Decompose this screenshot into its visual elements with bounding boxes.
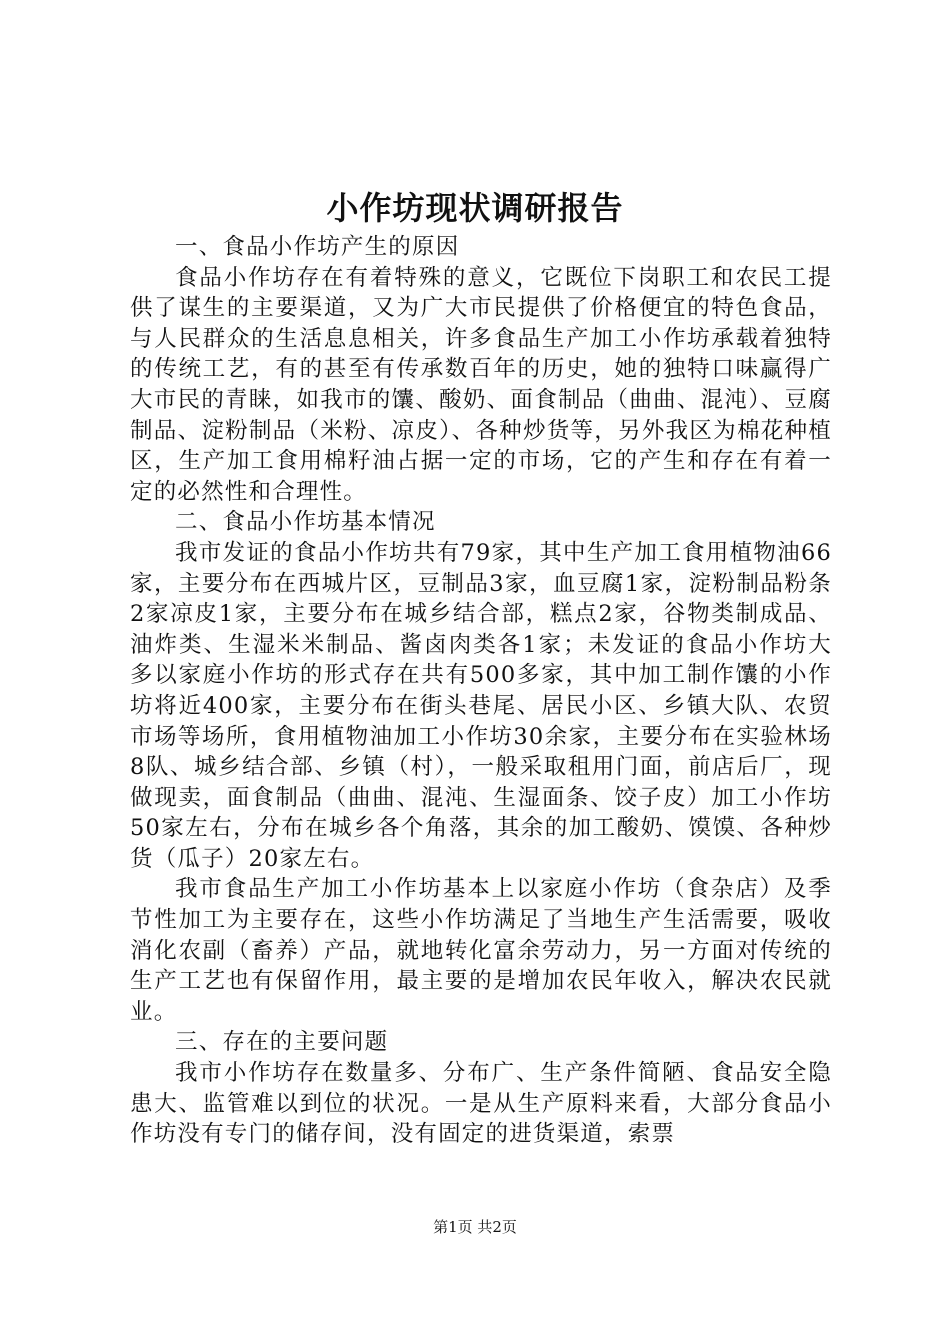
body-paragraph: 我市食品生产加工小作坊基本上以家庭小作坊（食杂店）及季节性加工为主要存在，这些小作坊满足了当地生产生活需要，吸收消化农副（畜养）产品，就地转化富余劳动力，另一方面对传统的生产工艺也有保留作用，最主要的是增加农民年收入，解决农民就业。 — [130, 876, 832, 1025]
document-body — [130, 232, 832, 1150]
body-paragraph: 我市发证的食品小作坊共有79家，其中生产加工食用植物油66家，主要分布在西城片区，豆制品3家，血豆腐1家，淀粉制品粉条2家凉皮1家，主要分布在城乡结合部，糕点2家，谷物类制成品、油炸类、生湿米米制品、酱卤肉类各1家；未发证的食品小作坊大多以家庭小作坊的形式存在共有500多家，其中加工制作馕的小作坊将近400家，主要分布在街头巷尾、居民小区、乡镇大队、农贸市场等场所，食用植物油加工小作坊30余家，主要分布在实验林场8队、城乡结合部、乡镇（村），一般采取租用门面，前店后厂，现做现卖，面食制品（曲曲、混沌、生湿面条、饺子皮）加工小作坊50家左右，分布在城乡各个角落，其余的加工酸奶、馍馍、各种炒货（瓜子）20家左右。 — [130, 539, 832, 872]
page-footer: 第1页 共2页 — [433, 1218, 517, 1236]
section-heading: 二、食品小作坊基本情况 — [175, 509, 436, 536]
document-title: 小作坊现状调研报告 — [326, 189, 624, 227]
body-paragraph: 食品小作坊存在有着特殊的意义，它既位下岗职工和农民工提供了谋生的主要渠道，又为广大市民提供了价格便宜的特色食品，与人民群众的生活息息相关，许多食品生产加工小作坊承载着独特的传统工艺，有的甚至有传承数百年的历史，她的独特口味赢得广大市民的青睐，如我市的馕、酸奶、面食制品（曲曲、混沌）、豆腐制品、淀粉制品（米粉、凉皮）、各种炒货等，另外我区为棉花种植区，生产加工食用棉籽油占据一定的市场，它的产生和存在有着一定的必然性和合理性。 — [130, 264, 832, 505]
section-heading: 一、食品小作坊产生的原因 — [175, 234, 460, 260]
body-paragraph: 我市小作坊存在数量多、分布广、生产条件简陋、食品安全隐患大、监管难以到位的状况。一是从生产原料来看，大部分食品小作坊没有专门的储存间，没有固定的进货渠道，索票 — [130, 1060, 832, 1148]
section-heading: 三、存在的主要问题 — [175, 1029, 389, 1056]
